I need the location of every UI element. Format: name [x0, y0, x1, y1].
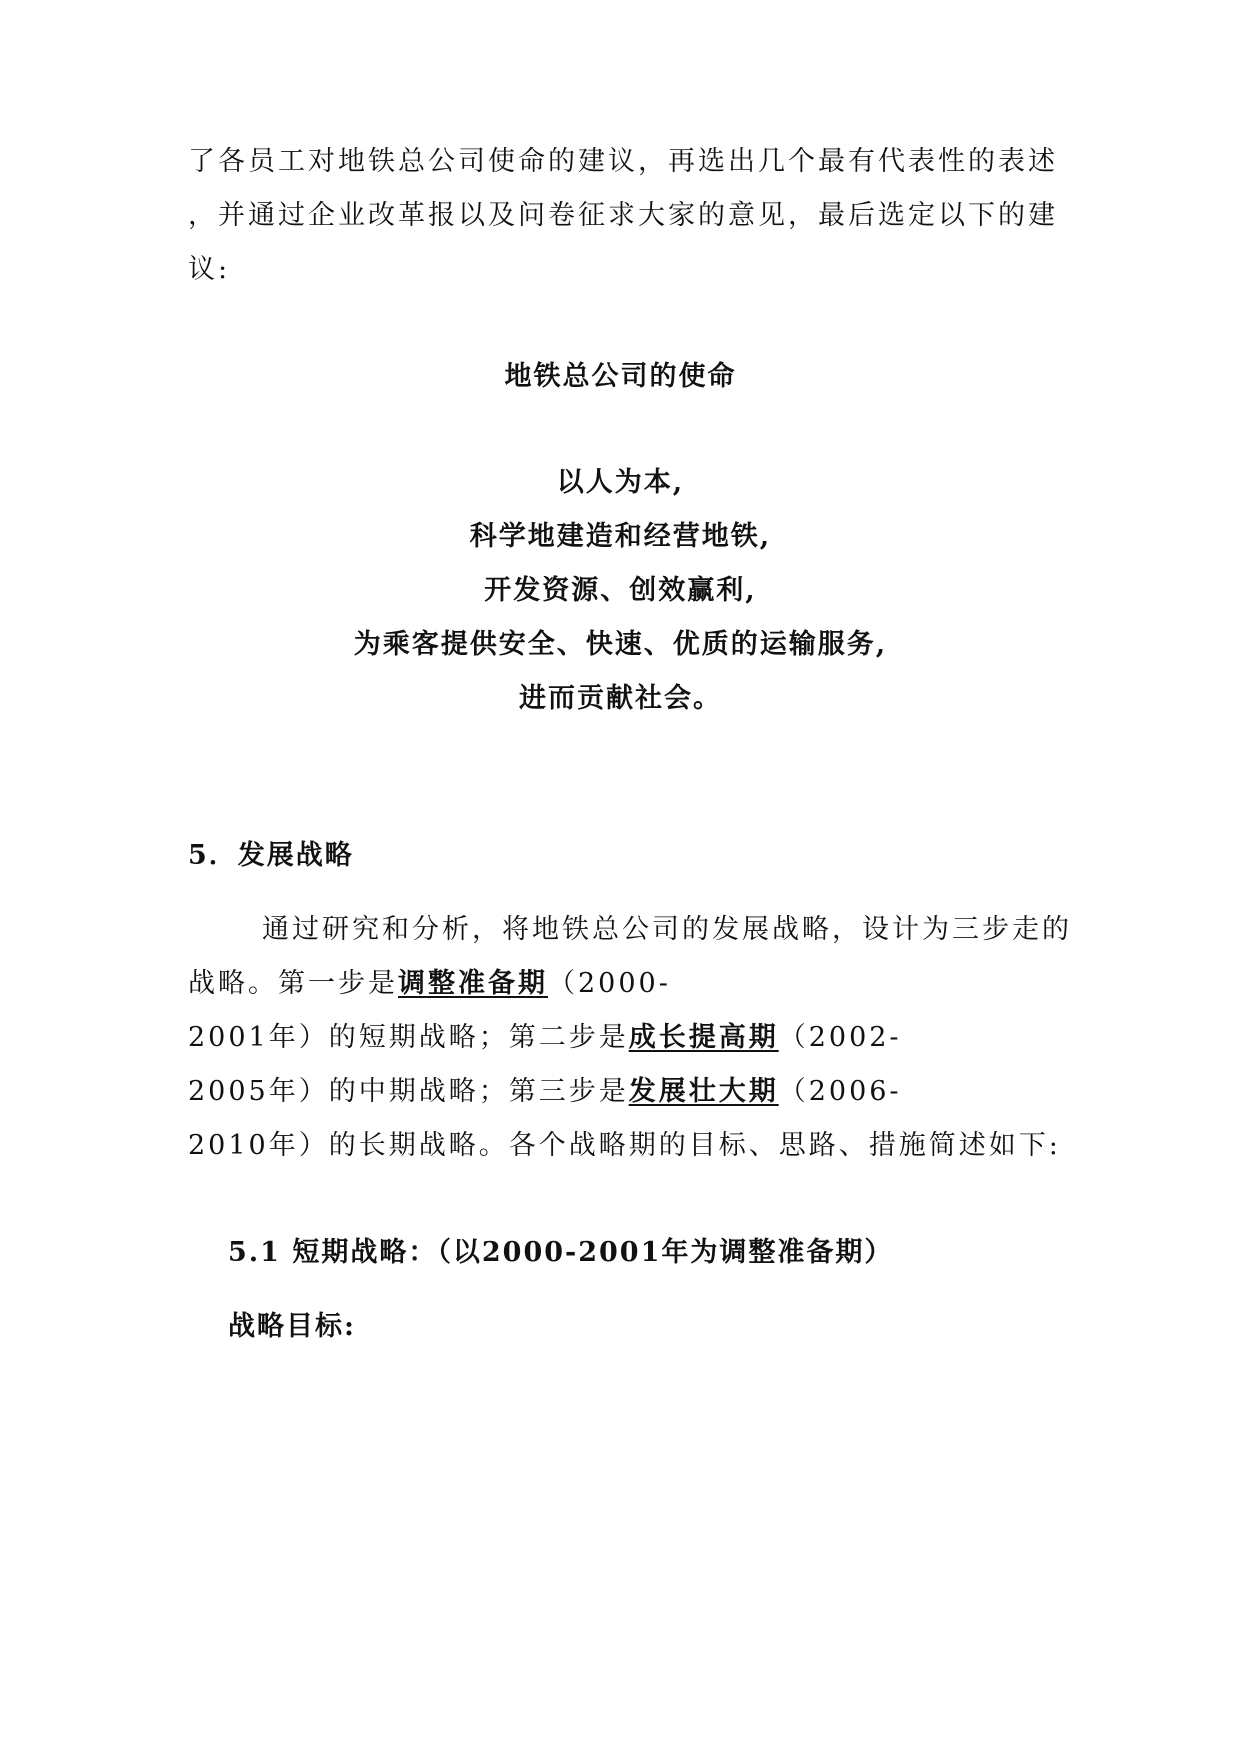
term-growth-period: 成长提高期 — [628, 1022, 779, 1053]
mission-line-2: 科学地建造和经营地铁, — [469, 521, 772, 552]
term-adjustment-period: 调整准备期 — [398, 968, 548, 999]
section-5-heading: 5．发展战略 — [188, 840, 354, 871]
intro-line-1: 了各员工对地铁总公司使命的建议，再选出几个最有代表性的表述 — [188, 146, 1058, 177]
text-segment: 战略。第一步是 — [188, 968, 398, 999]
section-5-1-heading: 5.1 短期战略：（以2000-2001年为调整准备期） — [228, 1237, 894, 1268]
text-segment: （2006- — [778, 1076, 902, 1107]
text-segment: 2001年）的短期战略；第二步是 — [188, 1022, 629, 1053]
mission-line-5: 进而贡献社会。 — [519, 683, 722, 714]
section-5-paragraph-line-5: 2010年）的长期战略。各个战略期的目标、思路、措施简述如下: — [188, 1130, 1061, 1161]
strategic-goals-subheading: 战略目标: — [228, 1311, 356, 1342]
text-segment: （2000- — [548, 968, 671, 999]
mission-title: 地铁总公司的使命 — [504, 361, 737, 392]
intro-line-2: ，并通过企业改革报以及问卷征求大家的意见，最后选定以下的建 — [188, 200, 1058, 231]
text-segment: （2002- — [778, 1022, 902, 1053]
intro-line-3: 议: — [188, 254, 231, 285]
section-5-paragraph-line-1: 通过研究和分析，将地铁总公司的发展战略，设计为三步走的 — [262, 914, 1072, 945]
section-5-paragraph-line-3 — [188, 1018, 902, 1058]
section-5-paragraph-line-4 — [188, 1072, 902, 1112]
mission-line-1: 以人为本, — [556, 467, 685, 498]
section-5-paragraph-line-2 — [188, 964, 671, 1004]
mission-line-3: 开发资源、创效赢利, — [484, 575, 757, 606]
text-segment: 2005年）的中期战略；第三步是 — [188, 1076, 629, 1107]
term-expansion-period: 发展壮大期 — [628, 1076, 779, 1107]
mission-line-4: 为乘客提供安全、快速、优质的运输服务, — [353, 629, 888, 660]
